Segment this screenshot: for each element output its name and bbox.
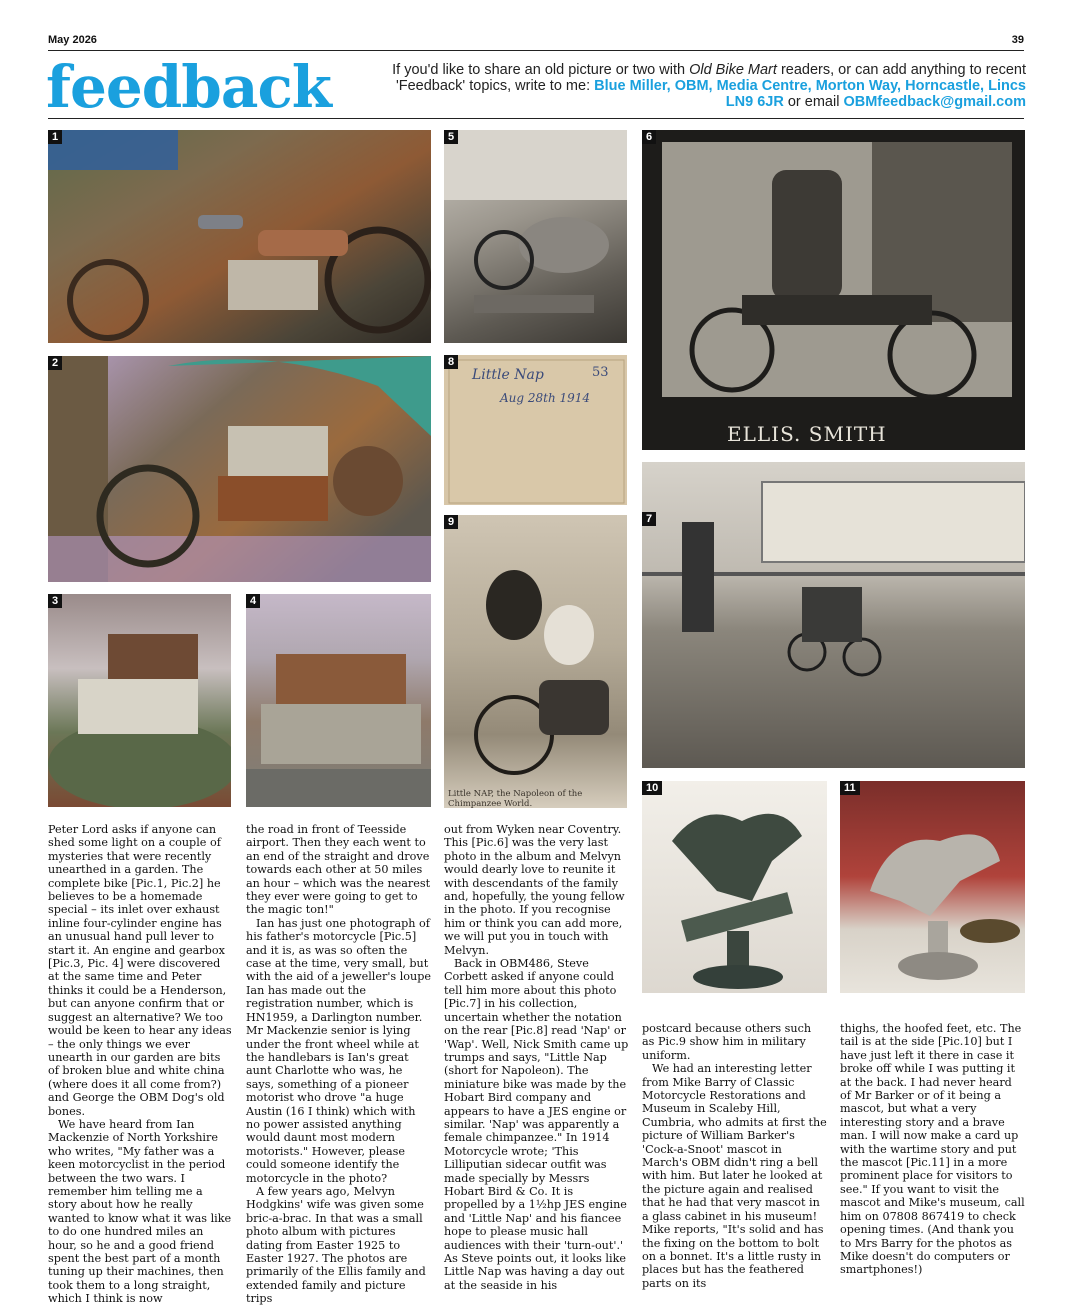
photo-number: 2 <box>48 356 62 370</box>
photo-10 <box>642 781 827 993</box>
paragraph: out from Wyken near Coventry. This [Pic.6] was the very last photo in the album and Melvyn would dearly love to reunite it with descendants of the family and, hopefully, the young fellow in the photo. If you recognise him or think you can add more, we will put you in touch with Melvyn. <box>444 823 625 957</box>
intro-text: If you'd like to share an old picture or two with Old Bike Mart readers, or can add anything to recent 'Feedback' topics, write to me: Blue Miller, OBM, Media Centre, Morton Way, Horncastle, Lincs LN9 6JR or email OBMfeedback@gmail.com <box>392 62 1026 110</box>
photo-4 <box>246 594 431 807</box>
paragraph: postcard because others such as Pic.9 show him in military uniform. <box>642 1022 812 1062</box>
photo-number: 9 <box>444 515 458 529</box>
text-column-2 <box>246 823 431 1306</box>
envelope-note-number: 53 <box>592 365 609 380</box>
section-title: feedback <box>46 53 331 121</box>
photo-number: 1 <box>48 130 62 144</box>
motorcycle-rider-icon <box>642 130 1025 450</box>
header-rule <box>48 118 1024 119</box>
motorcycle-frame-icon <box>48 130 431 343</box>
paragraph: thighs, the hoofed feet, etc. The tail is at the side [Pic.10] but I have just left it there in case it broke off while I was putting it at the back. I had never heard of Mr Barker or of it being a mascot, but what a very interesting story and a brave man. I will now make a card up with the wartime story and put the mascot [Pic.11] in a more prominent place for visitors to see." If you want to visit the mascot and Mike's museum, call him on 07808 867419 to check opening times. (And thank you to Mrs Barry for the photos as Mike doesn't do computers or smartphones!) <box>840 1022 1025 1277</box>
photo-9 <box>444 515 627 808</box>
promenade-icon <box>642 462 1025 768</box>
photo-7 <box>642 462 1025 768</box>
paragraph: We had an interesting letter from Mike Barry of Classic Motorcycle Restorations and Museum in Scaleby Hill, Cumbria, who admits at first the picture of William Barker's 'Cock-a-Snoot' mascot in March's OBM didn't ring a bell with him. But later he looked at the picture again and realised that he had that very mascot in a glass cabinet in his museum! Mike reports, "It's solid and has the fixing on the bottom to bolt on a bonnet. It's a little rusty in places but has the feathered parts on its <box>642 1062 827 1290</box>
photo-3 <box>48 594 231 807</box>
paragraph: Peter Lord asks if anyone can shed some light on a couple of mysteries that were recently unearthed in a garden. The complete bike [Pic.1, Pic.2] he believes to be a homemade special – its inlet over exhaust inline four-cylinder engine has an unusual hand pull lever to start it. An engine and gearbox [Pic.3, Pic. 4] were discovered at the same time and Peter thinks it could be a Henderson, but can anyone confirm that or suggest an alternative? We too would be keen to hear any ideas – the only things we ever unearth in our garden are bits of broken blue and white china (where does it all come from?) and George the OBM Dog's old bones. <box>48 823 232 1118</box>
envelope-note-name: Little Nap <box>472 367 544 383</box>
photo-number: 4 <box>246 594 260 608</box>
engine-icon <box>246 594 431 807</box>
paragraph: Back in OBM486, Steve Corbett asked if anyone could tell him more about this photo [Pic.7] in his collection, uncertain whether the notation on the rear [Pic.8] read 'Nap' or 'Wap'. Well, Nick Smith came up trumps and says, "Little Nap (short for Napoleon). The miniature bike was made by the Hobart Bird company and appears to have a JES engine or similar. 'Nap' was apparently a female chimpanzee." In 1914 Motorcycle wrote; 'This Lilliputian sidecar outfit was made specially by Messrs Hobart Bird & Co. It is propelled by a 1½hp JES engine and 'Little Nap' and his fiancee hope to please music hall audiences with their 'turn-out'.' As Steve points out, it looks like Little Nap was having a day out at the seaside in his <box>444 957 629 1292</box>
photo-number: 3 <box>48 594 62 608</box>
postal-address: Blue Miller, OBM, Media Centre, Morton Way, Horncastle, Lincs LN9 6JR <box>594 78 1026 110</box>
issue-date: May 2026 <box>48 34 97 46</box>
email-address[interactable]: OBMfeedback@gmail.com <box>843 94 1026 110</box>
paragraph: the road in front of Teesside airport. Then they each went to an end of the straight and drove towards each other at 50 miles an hour – which was the nearest they ever were going to get to the magic ton!" <box>246 823 431 917</box>
text-column-5 <box>840 1022 1025 1277</box>
photo-number: 10 <box>642 781 662 795</box>
photo-2 <box>48 356 431 582</box>
photo-6 <box>642 130 1025 450</box>
sidecar-icon <box>444 130 627 343</box>
postcard-icon <box>444 515 627 808</box>
paragraph: A few years ago, Melvyn Hodgkins' wife was given some bric-a-brac. In that was a small photo album with pictures dating from Easter 1925 to Easter 1927. The photos are primarily of the Ellis family and extended family and picture trips <box>246 1184 426 1306</box>
text-column-4 <box>642 1022 827 1290</box>
motorcycle-frame-icon <box>48 356 431 582</box>
engine-icon <box>48 594 231 807</box>
mascot-icon <box>840 781 1025 993</box>
photo-5 <box>444 130 627 343</box>
photo-6-caption: ELLIS. SMITH <box>727 422 887 446</box>
paragraph: We have heard from Ian Mackenzie of North Yorkshire who writes, "My father was a keen motorcyclist in the period between the two wars. I remember him telling me a story about how he really wanted to know what it was like to do one hundred miles an hour, so he and a good friend spent the best part of a month tuning up their machines, then took them to a long straight, which I think is now <box>48 1117 232 1306</box>
photo-number: 6 <box>642 130 656 144</box>
top-rule <box>48 50 1024 51</box>
text-column-3 <box>444 823 629 1292</box>
photo-8 <box>444 355 627 505</box>
photo-number: 8 <box>444 355 458 369</box>
mascot-icon <box>642 781 827 993</box>
page-number: 39 <box>1011 34 1024 46</box>
envelope-note-date: Aug 28th 1914 <box>500 391 591 405</box>
photo-1 <box>48 130 431 343</box>
photo-number: 11 <box>840 781 860 795</box>
photo-9-caption: Little NAP, the Napoleon of the Chimpanzee World. <box>448 789 583 808</box>
photo-number: 5 <box>444 130 458 144</box>
photo-number: 7 <box>642 512 656 526</box>
text-column-1 <box>48 823 233 1306</box>
photo-11 <box>840 781 1025 993</box>
paragraph: Ian has just one photograph of his father's motorcycle [Pic.5] and it is, as was so often the case at the time, very small, but with the aid of a jeweller's loupe Ian has made out the registration number, which is HN1959, a Darlington number. Mr Mackenzie senior is lying under the front wheel while at the handlebars is Ian's great aunt Charlotte who was, he says, something of a pioneer motorist who drove "a huge Austin (16 I think) which with no power assisted anything would daunt most modern motorists." However, please could someone identify the motorcycle in the photo? <box>246 916 431 1185</box>
